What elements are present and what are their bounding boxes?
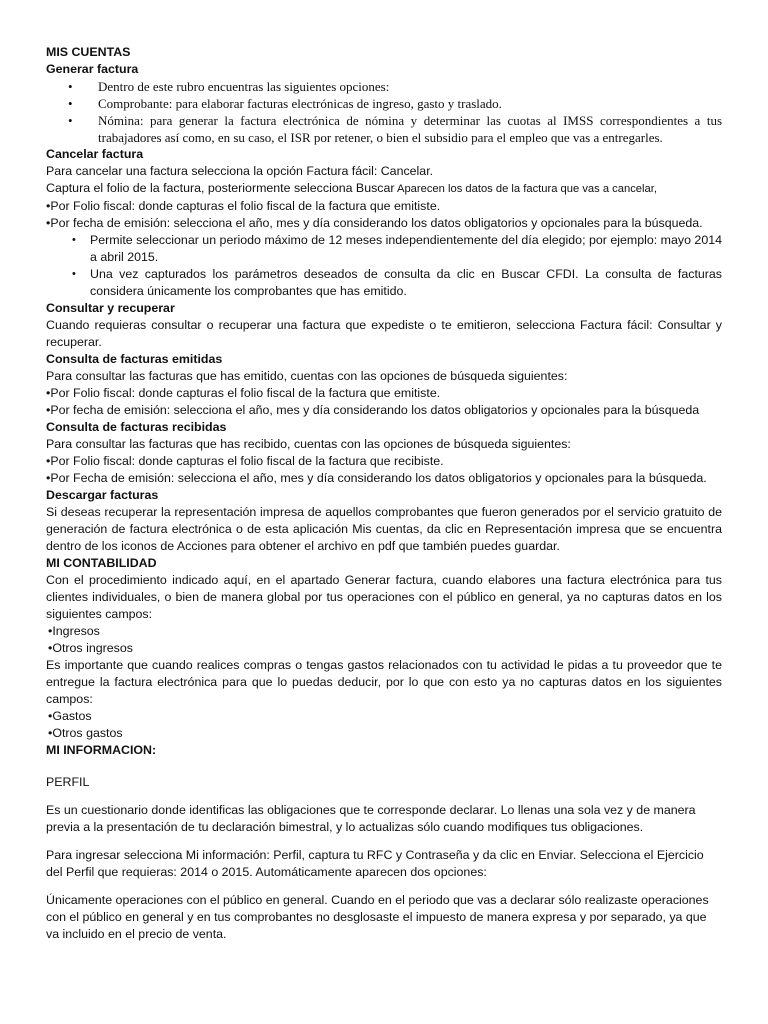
cancelar-factura-heading: Cancelar factura	[46, 147, 144, 161]
emitidas-intro: Para consultar las facturas que has emitido, cuentas con las opciones de búsqueda siguientes:	[46, 369, 568, 383]
list-item: •Ingresos	[48, 624, 100, 638]
list-item: • Permite seleccionar un periodo máximo de 12 meses independientemente del día elegido; por ejemplo: mayo 2014 a abril 2015.	[46, 232, 722, 266]
consultar-heading: Consultar y recuperar	[46, 301, 175, 315]
cancelar-sublist	[46, 232, 722, 300]
cancelar-line-2b: Aparecen los datos de la factura que vas a cancelar,	[394, 183, 657, 195]
spacer	[46, 759, 722, 774]
list-item: •Otros ingresos	[48, 641, 133, 655]
emitidas-heading: Consulta de facturas emitidas	[46, 352, 223, 366]
perfil-heading: PERFIL	[46, 775, 90, 789]
recibidas-heading: Consulta de facturas recibidas	[46, 420, 227, 434]
mi-contabilidad-title: MI CONTABILIDAD	[46, 556, 157, 570]
descargar-text: Si deseas recuperar la representación impresa de aquellos comprobantes que fueron generados por el servicio gratuito de generación de factura electrónica o de esta aplicación Mis cuentas, da clic en Representación impresa que se encuentra dentro de los iconos de Acciones para obtener el archivo en pdf que también puedes guardar.	[46, 505, 722, 553]
spacer	[46, 881, 722, 892]
list-item: • Nómina: para generar la factura electrónica de nómina y determinar las cuotas al IMSS correspondientes a tus trabajadores así como, en su caso, el ISR por retener, o bien el subsidio para el empleo que vas a entregarles.	[46, 112, 722, 146]
list-item: • Dentro de este rubro encuentras las siguientes opciones:	[46, 78, 722, 95]
list-item: •Otros gastos	[48, 726, 123, 740]
mi-informacion-title: MI INFORMACION:	[46, 743, 157, 757]
contabilidad-paragraph-2: Es importante que cuando realices compras o tengas gastos relacionados con tu actividad le pidas a tu proveedor que te entregue la factura electrónica para que lo puedas deducir, por lo que con esto ya no capturas datos en los siguientes campos:	[46, 658, 722, 706]
consultar-text: Cuando requieras consultar o recuperar una factura que expediste o te emitieron, selecciona Factura fácil: Consultar y recuperar.	[46, 318, 722, 349]
generar-factura-list	[46, 78, 722, 146]
contabilidad-paragraph-1: Con el procedimiento indicado aquí, en el apartado Generar factura, cuando elabores una factura electrónica para tus clientes individuales, o bien de manera global por tus operaciones con el público en general, ya no capturas datos en los siguientes campos:	[46, 573, 722, 621]
cancelar-line-2a: Captura el folio de la factura, posteriormente selecciona Buscar	[46, 181, 395, 195]
emitidas-fecha: •Por fecha de emisión: selecciona el año, mes y día considerando los datos obligatorios y opcionales para la búsqueda	[46, 403, 700, 417]
spacer	[46, 836, 722, 847]
informacion-paragraph-3: Únicamente operaciones con el público en general. Cuando en el periodo que vas a declarar sólo realizaste operaciones con el público en general y en tus comprobantes no desglosaste el impuesto de manera expresa y por separado, ya que va incluido en el precio de venta.	[46, 893, 709, 941]
informacion-paragraph-2: Para ingresar selecciona Mi información: Perfil, captura tu RFC y Contraseña y da clic en Enviar. Selecciona el Ejercicio del Perfil que requieras: 2014 o 2015. Automáticamente aparecen dos opciones:	[46, 848, 704, 879]
recibidas-folio: •Por Folio fiscal: donde capturas el folio fiscal de la factura que recibiste.	[46, 454, 444, 468]
list-item: • Comprobante: para elaborar facturas electrónicas de ingreso, gasto y traslado.	[46, 95, 722, 112]
recibidas-intro: Para consultar las facturas que has recibido, cuentas con las opciones de búsqueda siguientes:	[46, 437, 571, 451]
cancelar-line-1: Para cancelar una factura selecciona la opción Factura fácil: Cancelar.	[46, 164, 434, 178]
recibidas-fecha: •Por Fecha de emisión: selecciona el año, mes y día considerando los datos obligatorios y opcionales para la búsqueda.	[46, 471, 707, 485]
cancelar-line-2	[46, 180, 722, 198]
list-item: •Gastos	[48, 709, 92, 723]
informacion-paragraph-1: Es un cuestionario donde identificas las obligaciones que te corresponde declarar. Lo llenas una sola vez y de manera previa a la presentación de tu declaración bimestral, y lo actualizas sólo cuando modifiques tus obligaciones.	[46, 803, 696, 834]
descargar-heading: Descargar facturas	[46, 488, 159, 502]
emitidas-folio: •Por Folio fiscal: donde capturas el folio fiscal de la factura que emitiste.	[46, 386, 441, 400]
generar-factura-heading: Generar factura	[46, 62, 139, 76]
cancelar-fecha: •Por fecha de emisión: selecciona el año, mes y día considerando los datos obligatorios y opcionales para la búsqueda.	[46, 216, 703, 230]
cancelar-folio: •Por Folio fiscal: donde capturas el folio fiscal de la factura que emitiste.	[46, 199, 441, 213]
spacer	[46, 791, 722, 802]
list-item: • Una vez capturados los parámetros deseados de consulta da clic en Buscar CFDI. La consulta de facturas considera únicamente los comprobantes que has emitido.	[46, 266, 722, 300]
mis-cuentas-title: MIS CUENTAS	[46, 45, 131, 59]
